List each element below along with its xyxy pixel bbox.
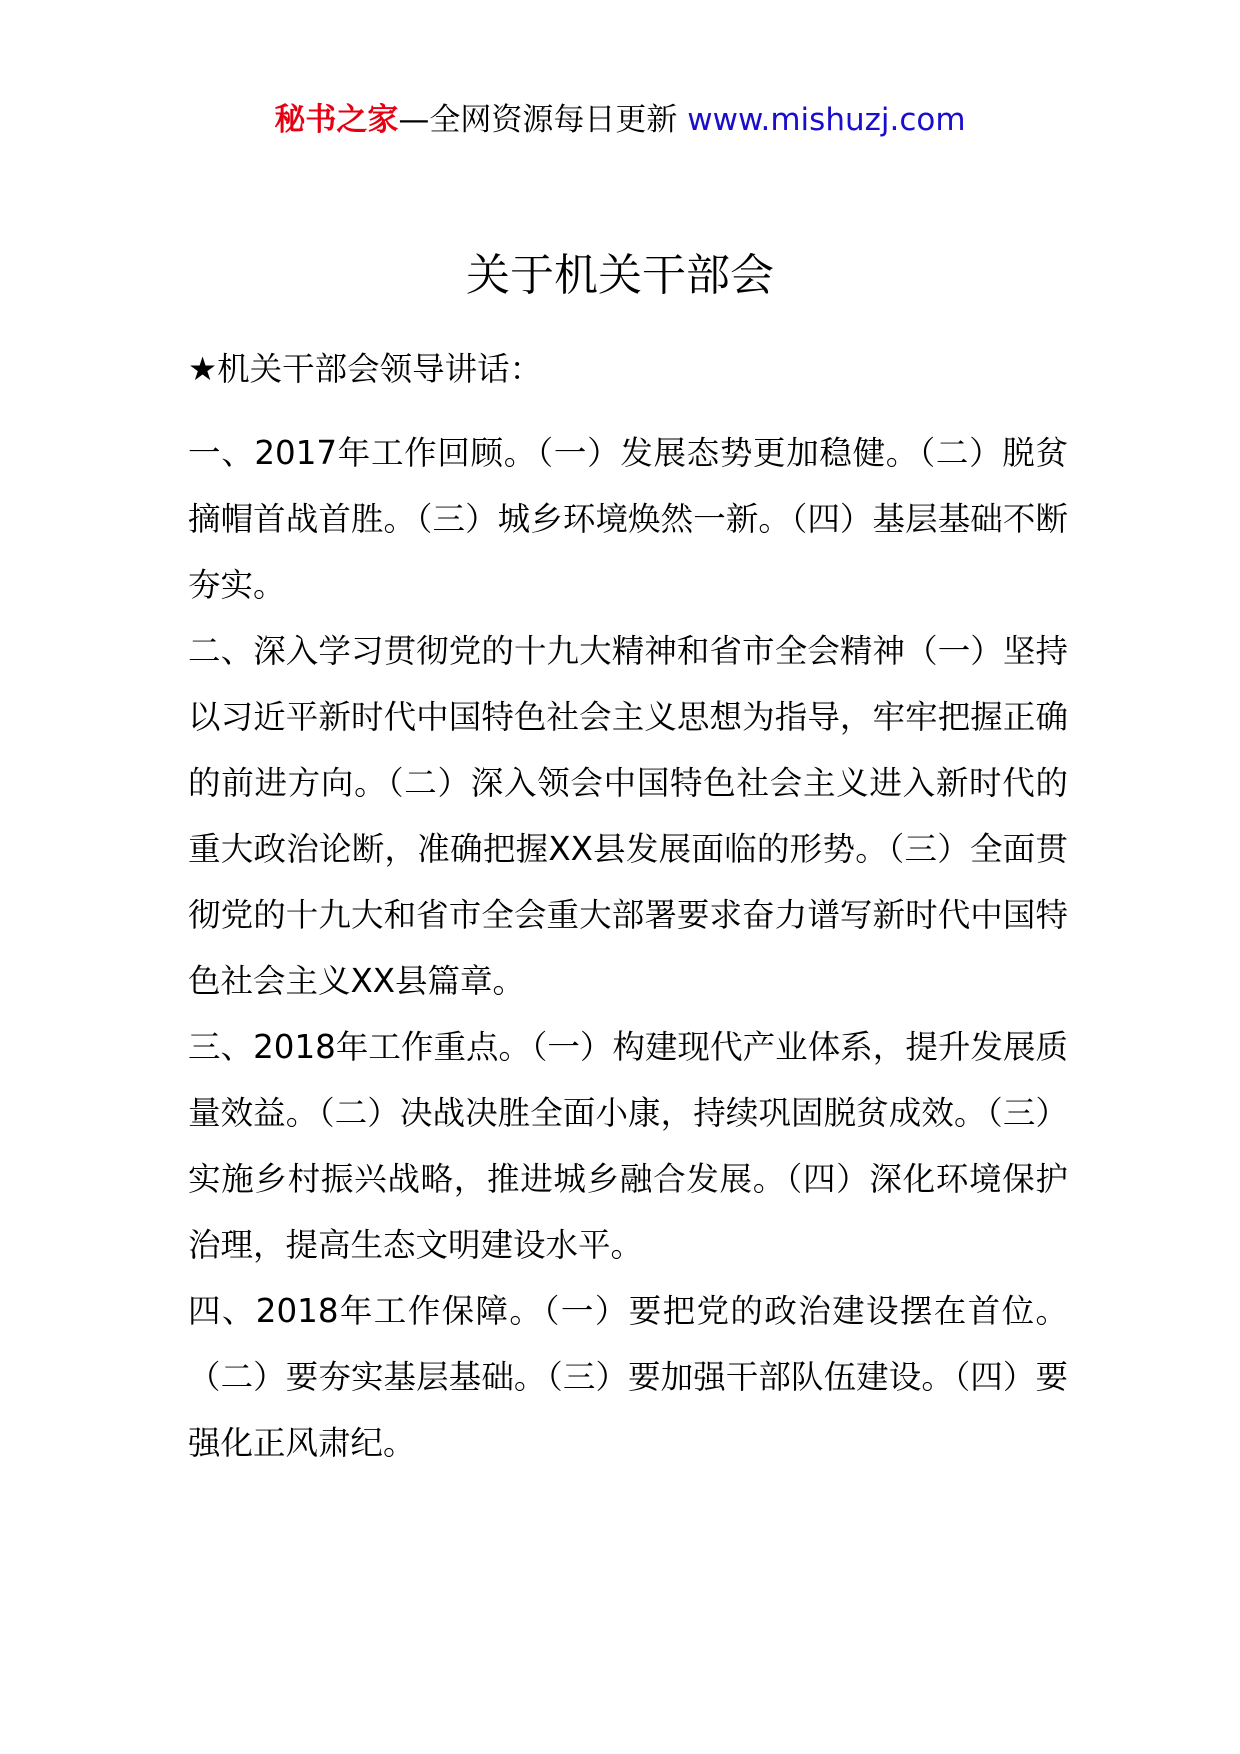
site-slogan: —全网资源每日更新 xyxy=(398,102,678,138)
site-header xyxy=(0,100,1240,140)
paragraph-review: 一、2017年工作回顾。（一）发展态势更加稳健。（二）脱贫摘帽首战首胜。（三）城乡环境焕然一新。（四）基层基础不断夯实。 xyxy=(188,434,1068,604)
document-title: 关于机关干部会 xyxy=(466,250,774,301)
paragraph-priorities: 三、2018年工作重点。（一）构建现代产业体系，提升发展质量效益。（二）决战决胜全面小康，持续巩固脱贫成效。（三）实施乡村振兴战略，推进城乡融合发展。（四）深化环境保护治理，提高生态文明建设水平。 xyxy=(188,1028,1068,1264)
document-body xyxy=(188,338,1068,1476)
intro-line: ★机关干部会领导讲话： xyxy=(188,350,543,388)
site-brand: 秘书之家 xyxy=(274,102,399,138)
site-url-link[interactable]: www.mishuzj.com xyxy=(687,102,966,138)
paragraph-study: 二、深入学习贯彻党的十九大精神和省市全会精神（一）坚持以习近平新时代中国特色社会主义思想为指导，牢牢把握正确的前进方向。（二）深入领会中国特色社会主义进入新时代的重大政治论断，准确把握XX县发展面临的形势。（三）全面贯彻党的十九大和省市全会重大部署要求奋力谱写新时代中国特色社会主义XX县篇章。 xyxy=(188,632,1068,1000)
paragraph-guarantees: 四、2018年工作保障。（一）要把党的政治建设摆在首位。（二）要夯实基层基础。（三）要加强干部队伍建设。（四）要强化正风肃纪。 xyxy=(188,1292,1068,1462)
